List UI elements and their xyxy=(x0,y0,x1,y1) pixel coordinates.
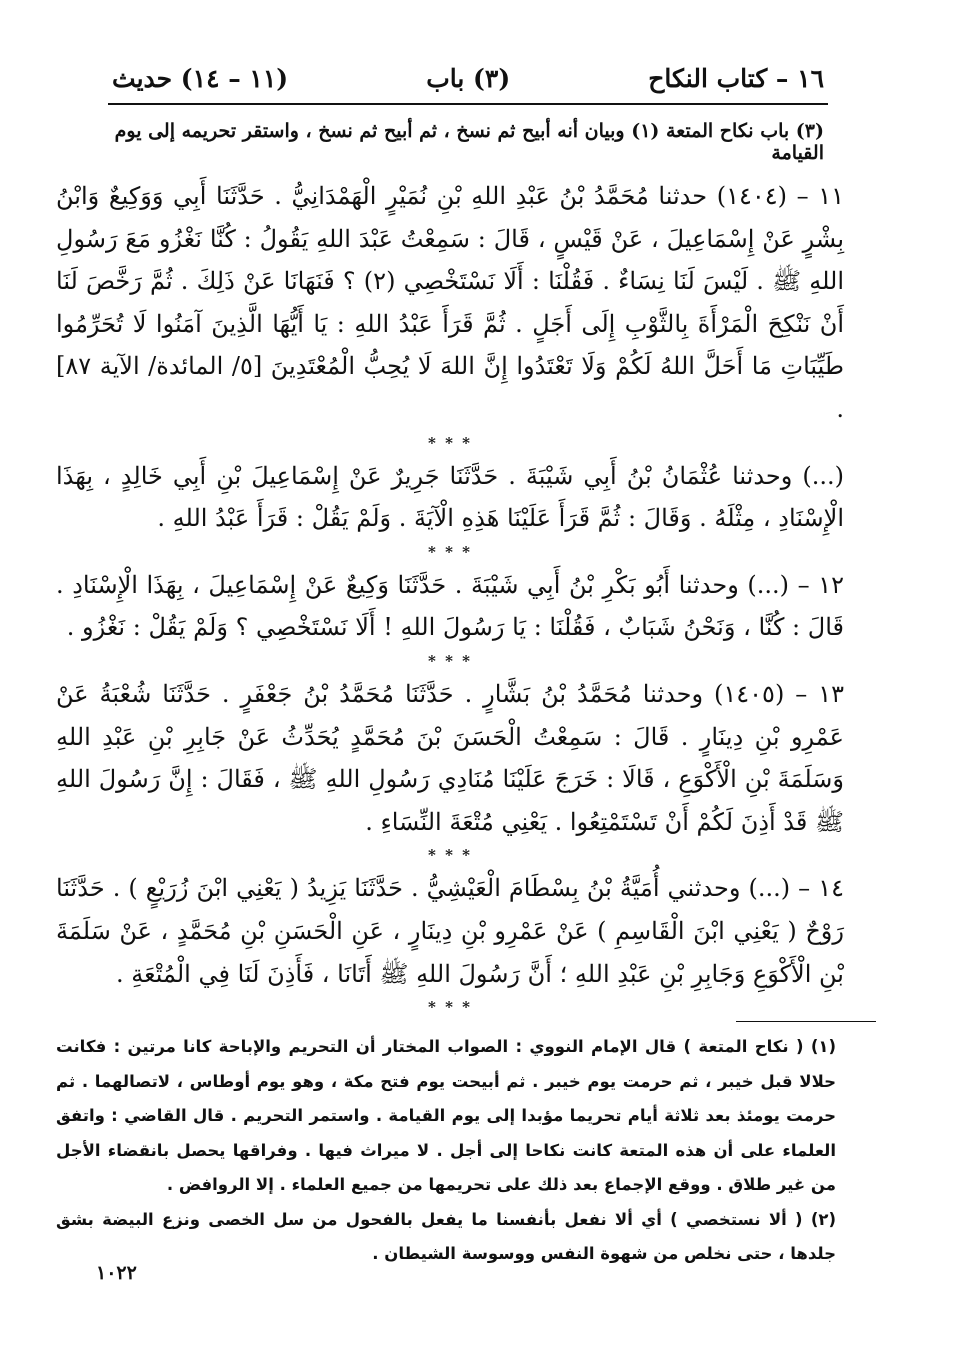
footnote-1: (١) ( نكاح المتعة ) قال الإمام النووي : الصواب المختار أن التحريم والإباحة كانا مرتين : فكانت حلالا قبل خيبر ، ثم حرمت يوم خيبر . ثم أبيحت يوم فتح مكة ، وهو يوم أوطاس ، لاتصالهما . ثم حرمت يومئذ بعد ثلاثة أيام تحريما مؤبدا إلى يوم القيامة . واستمر التحريم . قال القاضي : واتفق العلماء على أن هذه المتعة كانت نكاحا إلى أجل . لا ميراث فيها . وفراقها يحصل بانقضاء الأجل من غير طلاق . ووقع الإجماع بعد ذلك على تحريمها من جميع العلماء . إلا الروافض . xyxy=(56,1037,836,1194)
header-chapter: (٣) باب xyxy=(426,63,511,93)
hadith-body xyxy=(56,175,844,1019)
header-hadith-range: (١١ – ١٤) حديث xyxy=(112,63,289,93)
section-separator: * * * xyxy=(428,542,472,561)
hadith-11: ١١ – (١٤٠٤) حدثنا مُحَمَّدُ بْنُ عَبْدِ اللهِ بْنِ نُمَيْرٍ الْهَمْدَانِيُّ . حَدَّثَنَا أَبِي وَوَكِيعٌ وَابْنُ بِشْرٍ عَنْ إِسْمَاعِيلَ ، عَنْ قَيْسٍ ، قَالَ : سَمِعْتُ عَبْدَ اللهِ يَقُولُ : كُنَّا نَغْزُو مَعَ رَسُولِ اللهِ ﷺ . لَيْسَ لَنَا نِسَاءٌ . فَقُلْنَا : أَلَا نَسْتَخْصِي (٢) ؟ فَنَهَانَا عَنْ ذَلِكَ . ثُمَّ رَخَّصَ لَنَا أَنْ نَنْكِحَ الْمَرْأَةَ بِالثَّوْبِ إِلَى أَجَلٍ . ثُمَّ قَرَأَ عَبْدُ اللهِ : يَا أَيُّهَا الَّذِينَ آمَنُوا لَا تُحَرِّمُوا طَيِّبَاتِ مَا أَحَلَّ اللهُ لَكُمْ وَلَا تَعْتَدُوا إِنَّ اللهَ لَا يُحِبُّ الْمُعْتَدِينَ [٥/ المائدة/ الآية ٨٧] . xyxy=(56,182,845,423)
footnote-divider xyxy=(736,1021,876,1022)
footnotes xyxy=(56,1030,836,1272)
header-divider xyxy=(108,103,828,105)
running-header xyxy=(112,58,824,98)
section-separator: * * * xyxy=(428,433,472,452)
hadith-11-alt-chain: (...) وحدثنا عُثْمَانُ بْنُ أَبِي شَيْبَةَ . حَدَّثَنَا جَرِيرٌ عَنْ إِسْمَاعِيلَ بْنِ أَبِي خَالِدٍ ، بِهَذَا الْإِسْنَادِ ، مِثْلَهُ . وَقَالَ : ثُمَّ قَرَأَ عَلَيْنَا هَذِهِ الْآيَةَ . وَلَمْ يَقُلْ : قَرَأَ عَبْدُ اللهِ . xyxy=(56,461,844,533)
section-separator: * * * xyxy=(428,651,472,670)
hadith-12: ١٢ – (...) وحدثنا أَبُو بَكْرِ بْنُ أَبِي شَيْبَةَ . حَدَّثَنَا وَكِيعٌ عَنْ إِسْمَاعِيلَ ، بِهَذَا الْإِسْنَادِ . قَالَ : كُنَّا ، وَنَحْنُ شَبَابٌ ، فَقُلْنَا : يَا رَسُولَ اللهِ ! أَلَا نَسْتَخْصِي ؟ وَلَمْ يَقُلْ : نَغْزُو . xyxy=(56,570,844,642)
chapter-title: (٣) باب نكاح المتعة (١) وبيان أنه أبيح ثم نسخ ، ثم أبيح ثم نسخ ، واستقر تحريمه إلى يوم القيامة xyxy=(114,120,824,164)
footnote-2: (٢) ( ألا نستخصي ) أي ألا نفعل بأنفسنا ما يفعل بالفحول من سل الخصى ونزع البيضة بشق جلدها ، حتى نخلص من شهوة النفس ووسوسة الشيطان . xyxy=(56,1209,836,1263)
header-book-title: ١٦ – كتاب النكاح xyxy=(648,63,824,93)
hadith-13: ١٣ – (١٤٠٥) وحدثنا مُحَمَّدُ بْنُ بَشَّارٍ . حَدَّثَنَا مُحَمَّدُ بْنُ جَعْفَرٍ . حَدَّثَنَا شُعْبَةُ عَنْ عَمْرِو بْنِ دِينَارٍ . قَالَ : سَمِعْتُ الْحَسَنَ بْنَ مُحَمَّدٍ يُحَدِّثُ عَنْ جَابِرِ بْنِ عَبْدِ اللهِ وَسَلَمَةَ بْنِ الْأَكْوَعِ ، قَالَا : خَرَجَ عَلَيْنَا مُنَادِي رَسُولِ اللهِ ﷺ ، فَقَالَ : إِنَّ رَسُولَ اللهِ ﷺ قَدْ أَذِنَ لَكُمْ أَنْ تَسْتَمْتِعُوا . يَعْنِي مُتْعَةَ النِّسَاءِ . xyxy=(56,679,845,836)
hadith-14: ١٤ – (...) وحدثني أُمَيَّةُ بْنُ بِسْطَامَ الْعَيْشِيُّ . حَدَّثَنَا يَزِيدُ ( يَعْنِي ابْنَ زُرَيْعٍ ) . حَدَّثَنَا رَوْحٌ ( يَعْنِي ابْنَ الْقَاسِمِ ) عَنْ عَمْرِو بْنِ دِينَارٍ ، عَنِ الْحَسَنِ بْنِ مُحَمَّدٍ ، عَنْ سَلَمَةَ بْنِ الْأَكْوَعِ وَجَابِرِ بْنِ عَبْدِ اللهِ ؛ أَنَّ رَسُولَ اللهِ ﷺ أَتَانَا ، فَأَذِنَ لَنَا فِي الْمُتْعَةِ . xyxy=(56,874,844,988)
page-number: ١٠٢٢ xyxy=(96,1262,137,1284)
section-separator: * * * xyxy=(428,998,472,1017)
section-separator: * * * xyxy=(428,846,472,865)
